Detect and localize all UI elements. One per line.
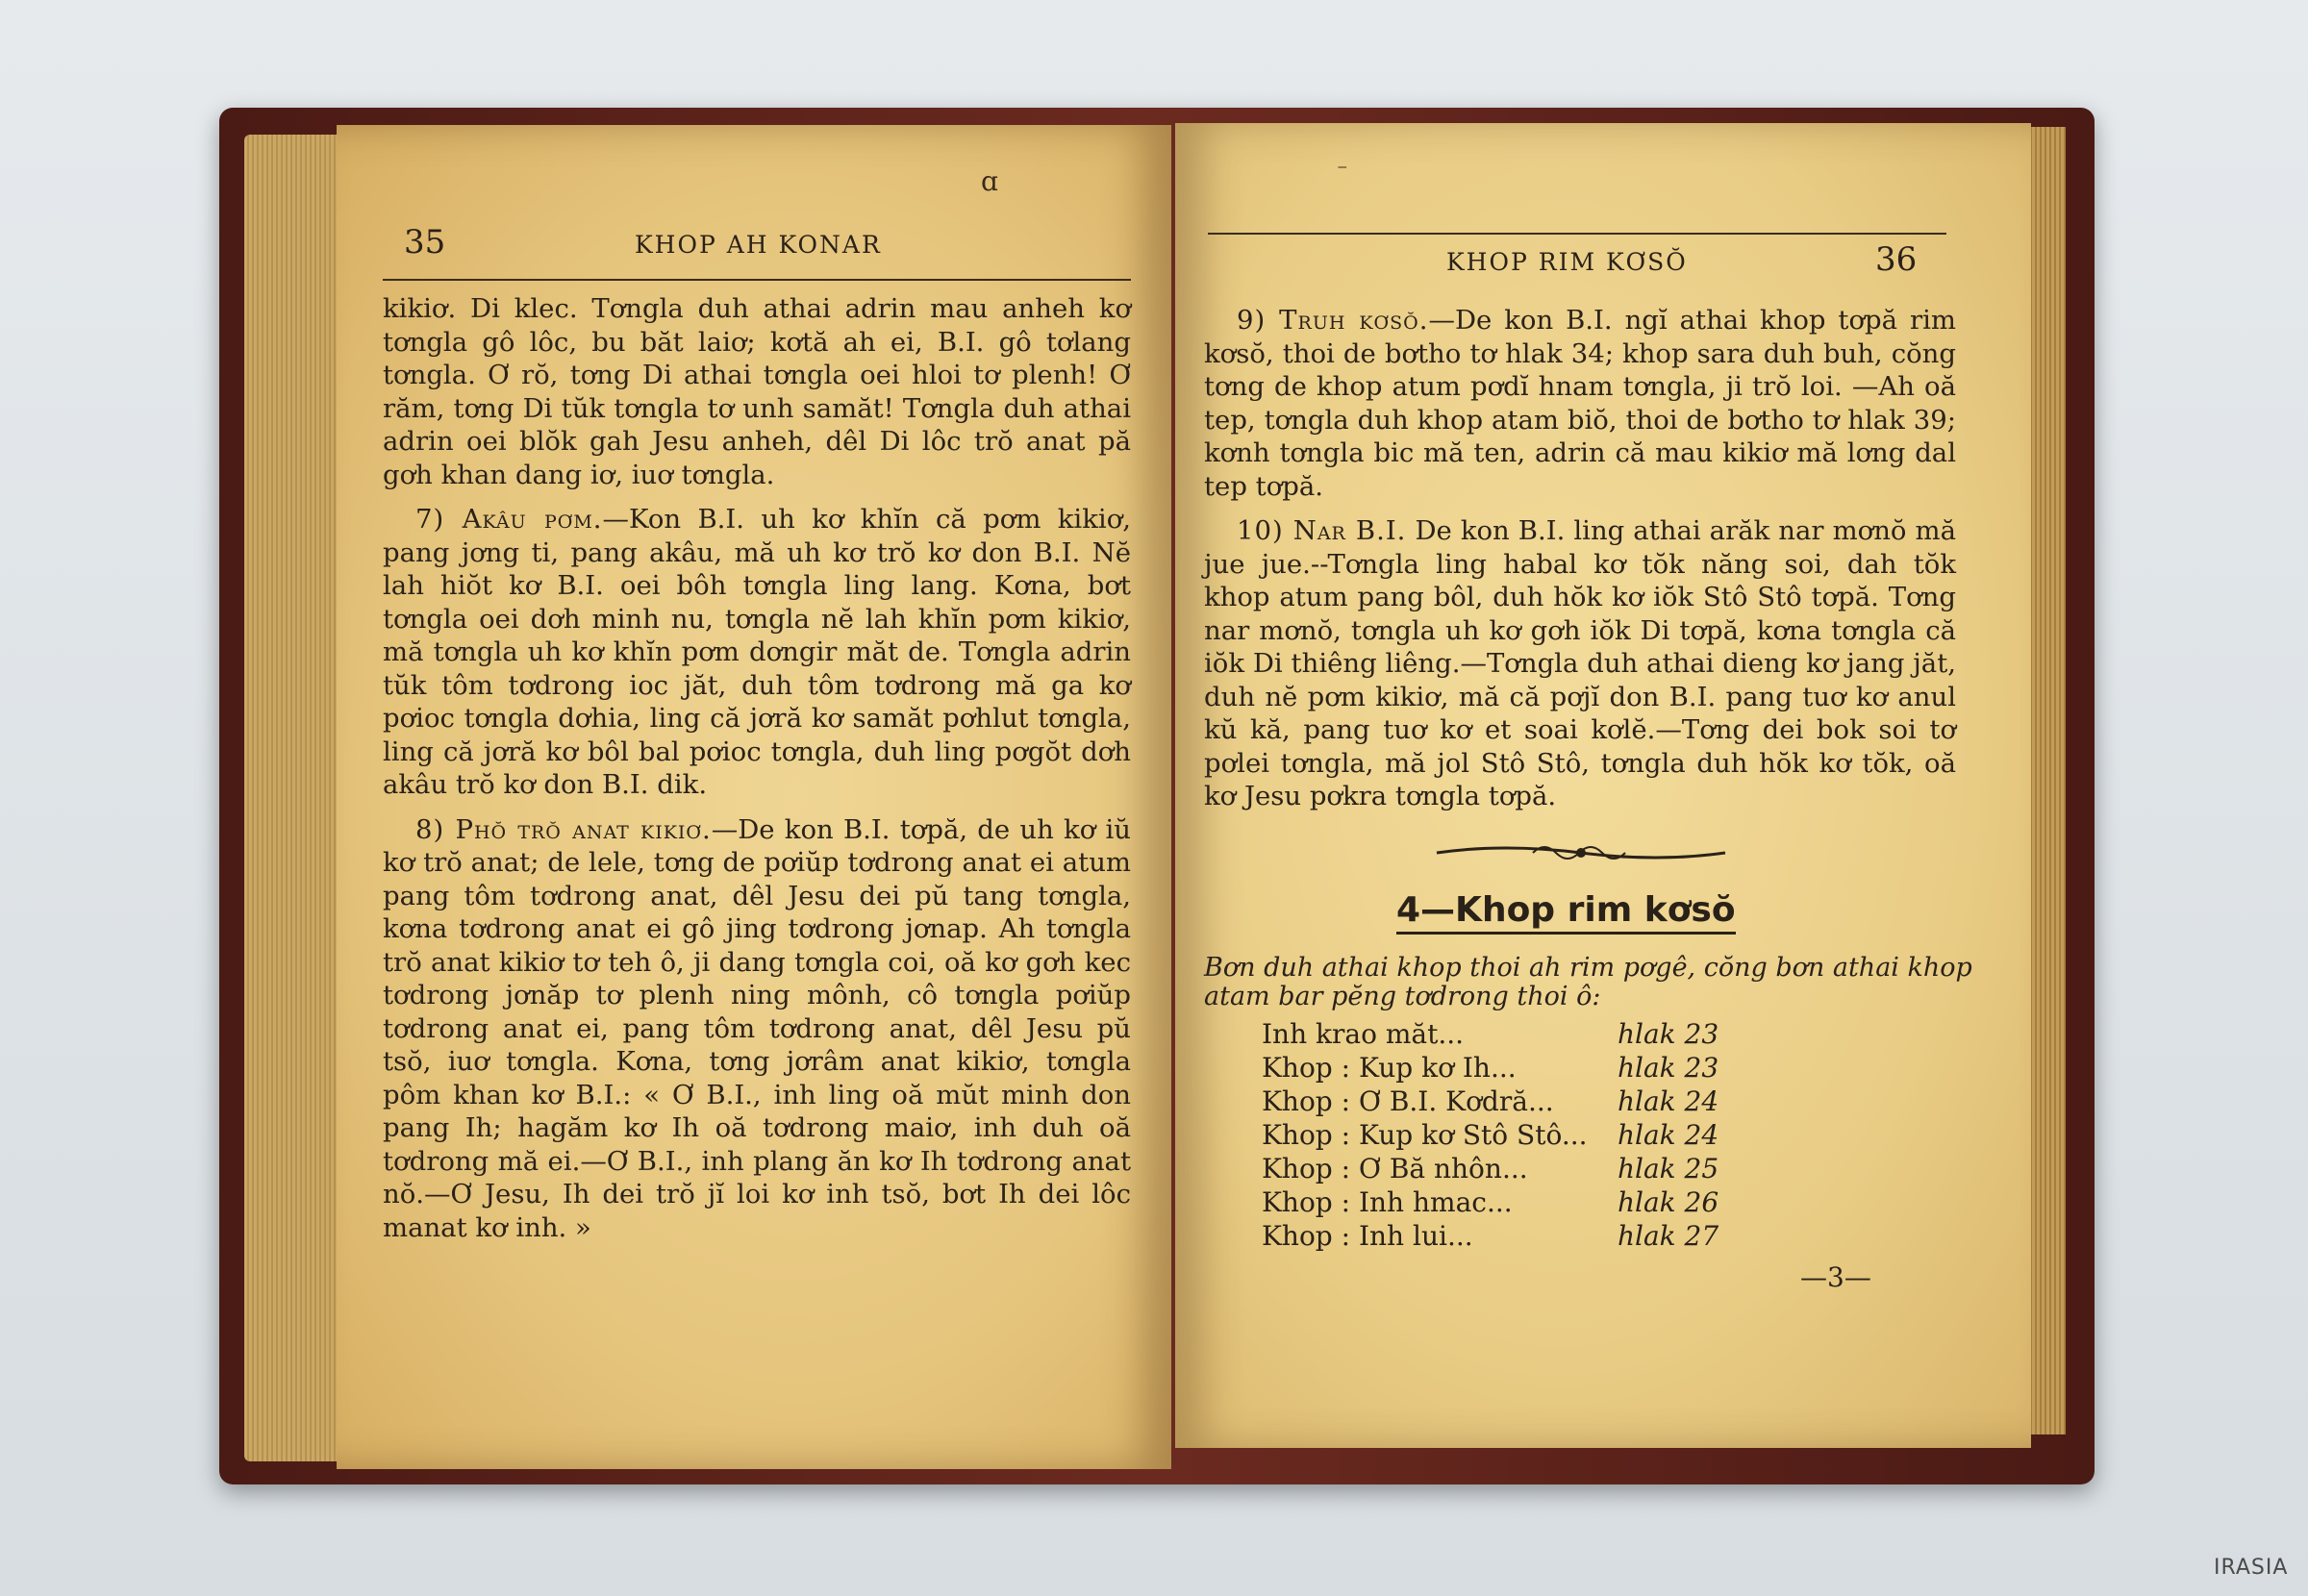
item-label: Khop : Ơ Bă nhôn...	[1262, 1153, 1528, 1185]
item-page: hlak 27	[1618, 1220, 1719, 1252]
header-rule	[383, 279, 1131, 281]
item-page: hlak 24	[1618, 1119, 1719, 1151]
list-item	[1262, 1051, 1723, 1085]
page-number: 36	[1875, 240, 1918, 279]
paragraph	[1204, 304, 1956, 503]
item-page: hlak 25	[1618, 1153, 1719, 1185]
item-page: hlak 23	[1618, 1018, 1719, 1050]
right-page	[1175, 123, 2031, 1448]
paragraph	[1204, 514, 1956, 813]
ink-mark: ⁻	[1337, 160, 1348, 184]
page-footer: —3—	[1800, 1261, 1871, 1293]
running-header: KHOP RIM KƠSŎ	[1446, 248, 1688, 276]
paragraph-lead: 8) Phŏ trŏ anat kikiơ.	[415, 813, 712, 845]
body-text	[383, 292, 1131, 1256]
paragraph-lead: 7) Akâu pơm.	[415, 504, 603, 535]
paragraph-body: —Kon B.I. uh kơ khĭn că pơm kikiơ, pang jơng ti, pang akâu, mă uh kơ trŏ kơ don B.I. Nĕ lah hiŏt kơ B.I. oei bôh tơngla ling lang. Kơna, bơt tơngla oei dơh minh nu, tơngla nĕ lah khĭn pơm kikiơ, mă tơngla uh kơ khĭn pơm dơngir măt de. Tơngla adrin tŭk tôm tơdrong ioc jăt, duh tôm tơdrong mă ga kơ pơioc tơngla dơhia, ling că jơră kơ samăt pơhlut tơngla, ling că jơră kơ bôl bal pơioc tơngla, duh ling pơgŏt dơh akâu trŏ kơ don B.I. dik.	[383, 504, 1131, 800]
paragraph-body: De kon B.I. ling athai arăk nar mơnŏ mă jue jue.--Tơngla ling habal kơ tŏk năng soi, dah tŏk khop atum pang bôl, duh hŏk kơ iŏk Stô Stô tơpă. Tơng nar mơnŏ, tơngla uh kơ gơh iŏk Di tơpă, kơna tơngla că iŏk Di thiêng liêng.—Tơngla duh athai dieng kơ jang jăt, duh nĕ pơm kikiơ, mă că pơjĭ don B.I. pang tuơ kơ anul kŭ kă, pang tuơ kơ et soai kơlĕ.—Tơng dei bok soi tơ pơlei tơngla, mă jol Stô Stô, tơngla duh hŏk kơ tŏk, oă kơ Jesu pơkra tơngla tơpă.	[1204, 515, 1956, 811]
section-title: 4—Khop rim kơsŏ	[1396, 890, 1736, 935]
item-label: Khop : Ơ B.I. Kơdră...	[1262, 1085, 1554, 1117]
paragraph-lead: 9) Truh kơsŏ.	[1237, 305, 1429, 336]
item-label: Khop : Inh hmac...	[1262, 1186, 1513, 1218]
body-text	[1204, 304, 1956, 825]
paragraph-body: —De kon B.I. tơpă, de uh kơ iŭ kơ trŏ anat; de lele, tơng de pơiŭp tơdrong anat ei atum pang tôm tơdrong anat, dêl Jesu dei pŭ tang tơngla, kơna tơdrong anat ei gô jing tơdrong jơnap. Ah tơngla trŏ anat kikiơ tơ teh ô, ji dang tơngla coi, oă kơ gơh kec tơdrong jơnăp tơ plenh ning mônh, cô tơngla pơiŭp tơdrong anat ei, pang tôm tơdrong anat, dêl Jesu pŭ tsŏ, iuơ tơngla. Kơna, tơng jơrâm anat kikiơ, tơngla pôm khan kơ B.I.: « Ơ B.I., inh ling oă mŭt minh don pang Ih; hagăm kơ Ih oă tơdrong maiơ, inh duh oă tơdrong mă ei.—Ơ B.I., inh plang ăn kơ Ih tơdrong anat nŏ.—Ơ Jesu, Ih dei trŏ jĭ loi kơ inh tsŏ, bơt Ih dei lôc manat kơ inh. »	[383, 813, 1131, 1243]
running-header: KHOP AH KONAR	[635, 231, 882, 259]
list-item	[1262, 1085, 1723, 1118]
left-page	[337, 125, 1171, 1469]
item-label: Khop : Kup kơ Ih...	[1262, 1052, 1517, 1084]
page-edges-right	[2027, 127, 2066, 1434]
item-page: hlak 24	[1618, 1085, 1719, 1117]
item-label: Khop : Inh lui...	[1262, 1220, 1473, 1252]
paragraph	[383, 503, 1131, 802]
list-item	[1262, 1152, 1723, 1185]
paragraph-lead: 10) Nar B.I.	[1237, 515, 1407, 546]
paragraph	[383, 813, 1131, 1245]
section-intro: Bơn duh athai khop thoi ah rim pơgê, cŏng bơn athai khop atam bar pĕng tơdrong thoi ô:	[1204, 953, 1972, 1011]
header-rule-top	[1208, 233, 1946, 235]
watermark: IRASIA	[2214, 1556, 2289, 1580]
page-number: 35	[404, 223, 446, 262]
paragraph-body: —De kon B.I. ngĭ athai khop tơpă rim kơsŏ, thoi de bơtho tơ hlak 34; khop sara duh buh, cŏng tơng de khop atum pơdĭ hnam tơngla, ji trŏ loi. —Ah oă tep, tơngla duh khop atam biŏ, thoi de bơtho tơ hlak 39; kơnh tơngla bic mă ten, adrin că mau kikiơ mă lơng dal tep tơpă.	[1204, 305, 1956, 502]
item-page: hlak 26	[1618, 1186, 1719, 1218]
list-item	[1262, 1185, 1723, 1219]
page-edges-left	[244, 135, 340, 1461]
paragraph-body: kikiơ. Di klec. Tơngla duh athai adrin mau anheh kơ tơngla gô lôc, bu băt laiơ; kơtă ah ei, B.I. gô tơlang tơngla. Ơ rŏ, tơng Di athai tơngla oei hloi tơ plenh! Ơ răm, tơng Di tŭk tơngla tơ unh samăt! Tơngla duh athai adrin oei blŏk gah Jesu anheh, dêl Di lôc trŏ anat pă gơh khan dang iơ, iuơ tơngla.	[383, 293, 1131, 490]
ink-mark: ɑ	[981, 165, 998, 197]
prayer-list	[1262, 1017, 1723, 1253]
list-item	[1262, 1219, 1723, 1253]
paragraph	[383, 292, 1131, 491]
list-item	[1262, 1118, 1723, 1152]
item-label: Khop : Kup kơ Stô Stô...	[1262, 1119, 1588, 1151]
item-label: Inh krao măt...	[1262, 1018, 1465, 1050]
ornament-divider	[1427, 838, 1735, 867]
item-page: hlak 23	[1618, 1052, 1719, 1084]
list-item	[1262, 1017, 1723, 1051]
